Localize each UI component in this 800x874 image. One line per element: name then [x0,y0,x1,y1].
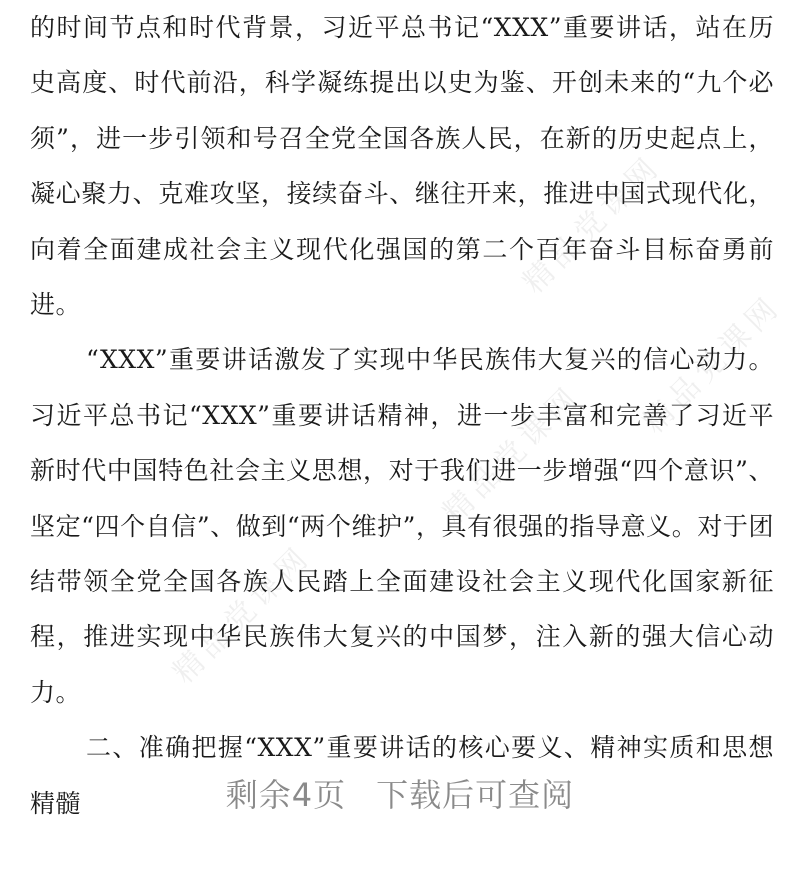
download-prompt-label: 下载后可查阅 [376,776,575,814]
paragraph-continued: 的时间节点和时代背景，习近平总书记“XXX”重要讲话，站在历史高度、时代前沿，科学凝练提出以史为鉴、开创未来的“九个必须”，进一步引领和号召全党全国各族人民，在新的历史起点上，凝心聚力、克难攻坚，接续奋斗、继往开来，推进中国式现代化，向着全面建成社会主义现代化强国的第二个百年奋斗目标奋勇前进。 [30,13,774,320]
section-heading: 二、准确把握“XXX”重要讲话的核心要义、精神实质和思想精髓 [30,733,774,818]
watermark: 精品党课网 [636,288,789,441]
document-body [30,0,774,831]
remaining-pages-label: 剩余4页 [225,776,347,814]
download-to-read-more-button[interactable] [0,770,800,816]
watermark: 精品党课网 [516,148,669,301]
watermark: 精品党课网 [166,538,319,691]
watermark: 精品党课网 [436,378,589,531]
paragraph: “XXX”重要讲话激发了实现中华民族伟大复兴的信心动力。习近平总书记“XXX”重要讲话精神，进一步丰富和完善了习近平新时代中国特色社会主义思想，对于我们进一步增强“四个意识”、坚定“四个自信”、做到“两个维护”，具有很强的指导意义。对于团结带领全党全国各族人民踏上全面建设社会主义现代化国家新征程，推进实现中华民族伟大复兴的中国梦，注入新的强大信心动力。 [30,345,774,707]
